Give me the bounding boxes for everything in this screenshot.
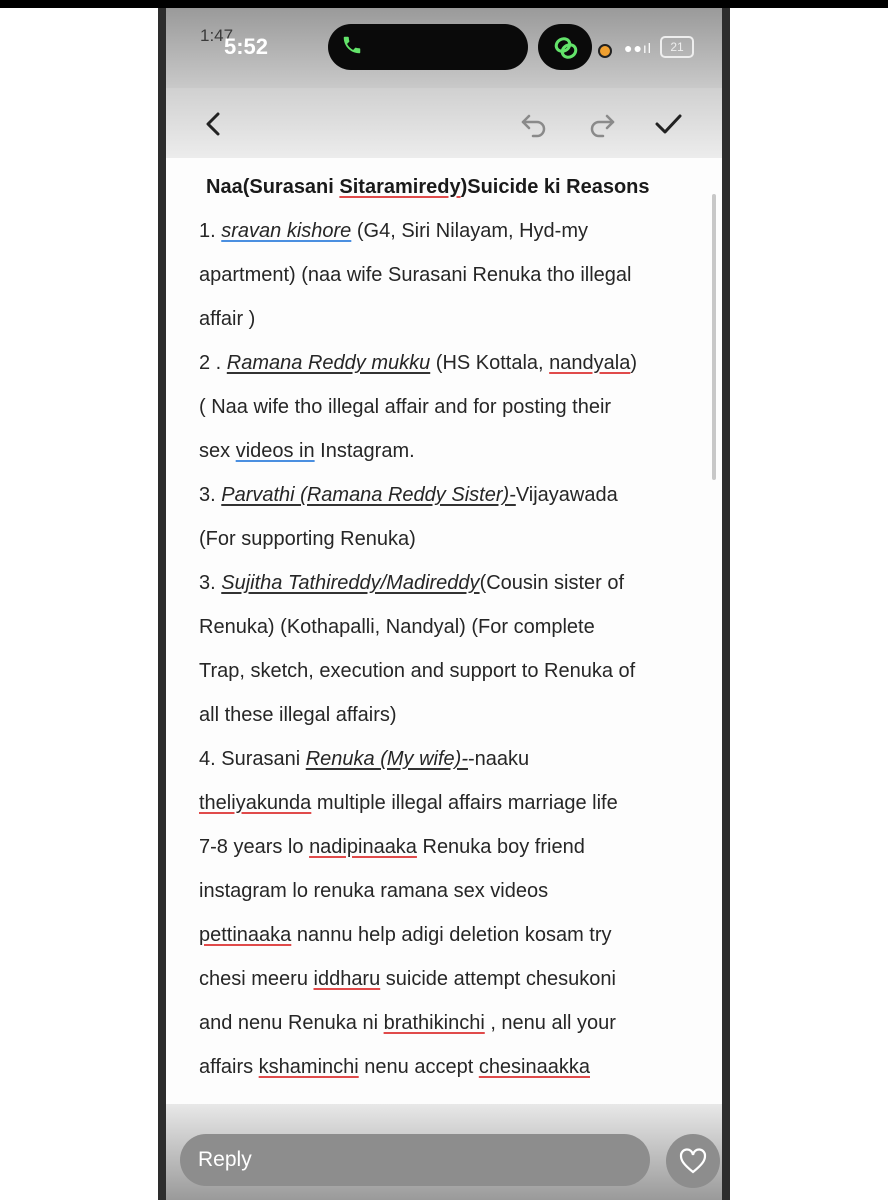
battery-level: 21 xyxy=(670,40,684,54)
line-segment: Parvathi (Ramana Reddy Sister)- xyxy=(221,484,516,506)
line-segment: (For supporting Renuka) xyxy=(199,528,416,550)
title-part: Sitaramiredy xyxy=(339,176,461,198)
line-segment: affairs xyxy=(199,1056,259,1078)
battery-icon xyxy=(660,36,694,58)
like-button[interactable] xyxy=(666,1134,720,1188)
line-segment: (HS Kottala, xyxy=(430,352,550,374)
document-line xyxy=(199,748,529,771)
line-segment: Vijayawada xyxy=(515,484,618,506)
back-chevron-icon[interactable] xyxy=(196,106,232,142)
document-line xyxy=(199,352,637,375)
document-line xyxy=(199,660,635,683)
line-segment: nandyala xyxy=(549,352,631,374)
document-line xyxy=(199,924,612,947)
document-title xyxy=(206,176,650,199)
line-segment: apartment) (naa wife Surasani Renuka tho illegal xyxy=(199,264,632,286)
line-segment: videos in xyxy=(235,440,315,462)
phone-recording xyxy=(158,8,730,1200)
document-line xyxy=(199,968,616,991)
line-segment: chesinaakka xyxy=(478,1056,590,1078)
recording-indicator-icon xyxy=(598,44,612,58)
line-segment: ( Naa wife tho illegal affair and for posting their xyxy=(199,396,612,418)
document-scrollbar[interactable] xyxy=(712,194,716,480)
document-line xyxy=(199,880,548,903)
signal-icon: ●●ıl xyxy=(624,40,652,56)
status-bar xyxy=(166,8,722,88)
line-segment: ) xyxy=(630,352,638,374)
title-part: Naa(Surasani xyxy=(206,176,340,198)
line-segment: nadipinaaka xyxy=(309,836,417,858)
line-segment: affair ) xyxy=(199,308,256,330)
line-segment: Trap, sketch, execution and support to Renuka of xyxy=(199,660,636,682)
line-segment: 4. Surasani xyxy=(199,748,306,770)
document-line xyxy=(199,572,624,595)
line-segment: suicide attempt chesukoni xyxy=(380,968,616,990)
line-segment: pettinaaka xyxy=(199,924,292,946)
document-line xyxy=(199,264,631,287)
line-segment: Renuka (My wife)- xyxy=(305,748,468,770)
document-line xyxy=(199,308,255,331)
document-line xyxy=(199,1056,590,1079)
phone-icon xyxy=(338,34,366,62)
outer-frame-top xyxy=(0,0,888,8)
outer-frame-right xyxy=(730,8,888,1200)
redo-icon[interactable] xyxy=(584,106,620,142)
line-segment: theliyakunda xyxy=(199,792,312,814)
line-segment: multiple illegal affairs marriage life xyxy=(311,792,618,814)
reply-input[interactable]: Reply xyxy=(180,1134,650,1186)
line-segment: -naaku xyxy=(468,748,530,770)
document-line xyxy=(199,440,415,463)
line-segment: 3. xyxy=(199,572,222,594)
line-segment: 3. xyxy=(199,484,222,506)
document-line xyxy=(199,396,611,419)
line-segment: kshaminchi xyxy=(258,1056,359,1078)
line-segment: Sujitha Tathireddy/Madireddy xyxy=(221,572,480,594)
line-segment: 7-8 years lo xyxy=(199,836,310,858)
line-segment: all these illegal affairs) xyxy=(199,704,397,726)
underlying-status-time: 1:47 xyxy=(200,26,234,45)
line-segment: iddharu xyxy=(313,968,381,990)
heart-icon xyxy=(679,1148,707,1174)
outer-frame-left xyxy=(0,8,158,1200)
line-segment: 2 . xyxy=(199,352,227,374)
line-segment: nannu help adigi deletion kosam try xyxy=(291,924,612,946)
status-time: 5:52 xyxy=(224,34,269,59)
line-segment: Renuka) (Kothapalli, Nandyal) (For complete xyxy=(199,616,595,638)
undo-icon[interactable] xyxy=(516,106,552,142)
line-segment: (G4, Siri Nilayam, Hyd-my xyxy=(351,220,589,242)
line-segment: Ramana Reddy mukku xyxy=(226,352,431,374)
document-line xyxy=(199,792,618,815)
line-segment: , nenu all your xyxy=(484,1012,616,1034)
editor-toolbar xyxy=(166,88,722,158)
document-line xyxy=(199,220,588,243)
line-segment: nenu accept xyxy=(358,1056,479,1078)
chain-link-icon xyxy=(552,34,580,62)
line-segment: (Cousin sister of xyxy=(479,572,625,594)
line-segment: and nenu Renuka ni xyxy=(199,1012,384,1034)
document-line xyxy=(199,836,585,859)
line-segment: sex xyxy=(199,440,236,462)
line-segment: 1. xyxy=(199,220,222,242)
line-segment: instagram lo renuka ramana sex videos xyxy=(199,880,549,902)
document-line xyxy=(199,528,416,551)
document-line xyxy=(199,616,595,639)
line-segment: Instagram. xyxy=(314,440,415,462)
document-body[interactable] xyxy=(166,158,722,1108)
line-segment: chesi meeru xyxy=(199,968,314,990)
phone-screen xyxy=(166,8,722,1200)
title-part: )Suicide ki Reasons xyxy=(460,176,650,198)
document-line xyxy=(199,704,397,727)
document-line xyxy=(199,1012,616,1035)
document-line xyxy=(199,484,618,507)
checkmark-icon[interactable] xyxy=(650,106,686,142)
line-segment: Renuka boy friend xyxy=(416,836,585,858)
line-segment: sravan kishore xyxy=(221,220,352,242)
line-segment: brathikinchi xyxy=(383,1012,485,1034)
